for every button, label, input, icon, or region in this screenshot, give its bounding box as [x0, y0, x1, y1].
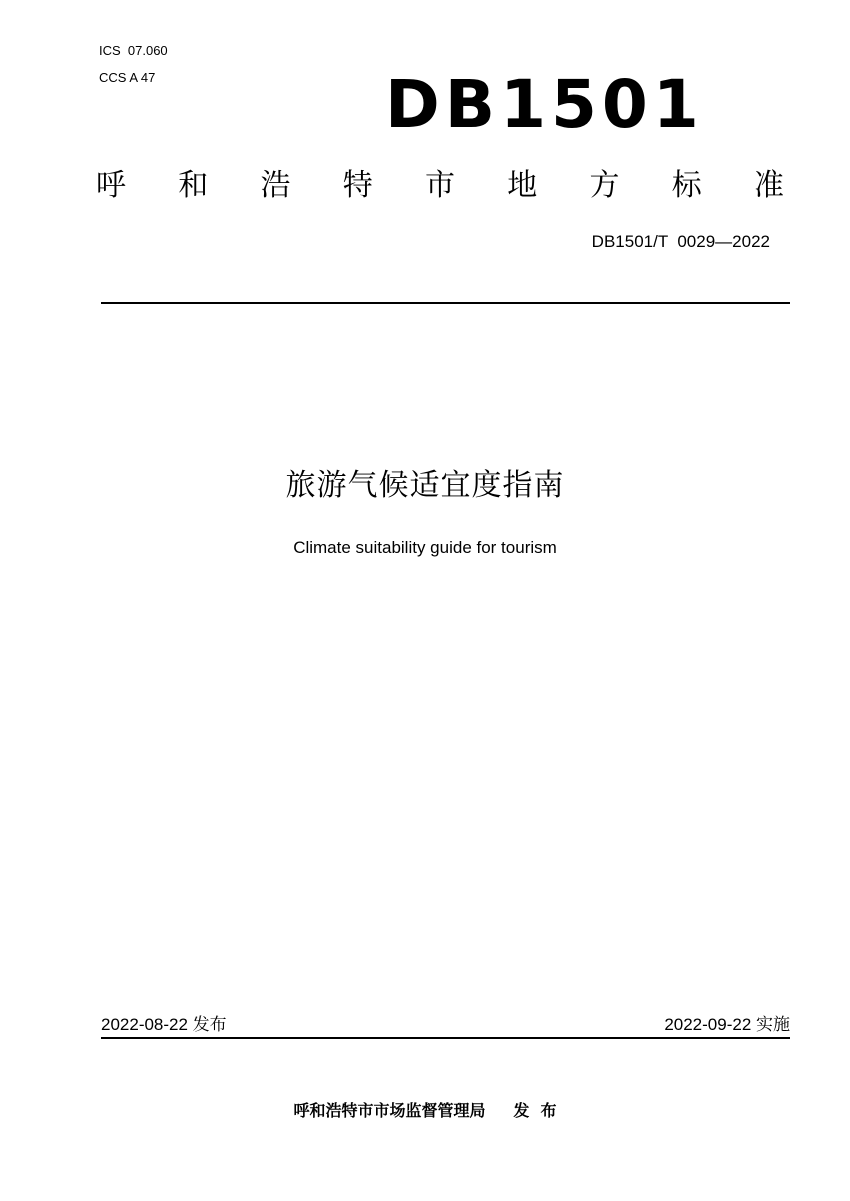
standard-type-char: 标 [671, 168, 702, 203]
standard-type-char: 和 [178, 168, 209, 203]
document-title-en: Climate suitability guide for tourism [293, 538, 557, 557]
standard-type-char: 浩 [260, 168, 291, 203]
standard-type-char: 准 [754, 168, 784, 203]
standard-type-char: 呼 [96, 168, 126, 203]
top-divider [101, 302, 790, 304]
standard-type-char: 地 [507, 168, 538, 203]
standard-code-logo: DB1501 [385, 66, 704, 143]
implementation-date: 2022-09-22 实施 [664, 1015, 790, 1034]
ccs-code: CCS A 47 [99, 70, 156, 85]
standard-type-char: 特 [342, 168, 373, 203]
standard-type-char: 方 [589, 168, 620, 203]
document-title-zh: 旅游气候适宜度指南 [285, 468, 565, 503]
standard-type-heading [96, 166, 784, 206]
issue-date: 2022-08-22 发布 [101, 1015, 227, 1034]
issuing-authority: 呼和浩特市市场监督管理局 发 布 [293, 1101, 557, 1120]
ics-code: ICS 07.060 [99, 43, 168, 58]
bottom-divider [101, 1037, 790, 1039]
standard-type-char: 市 [425, 168, 455, 203]
standard-number: DB1501/T 0029—2022 [591, 232, 770, 251]
